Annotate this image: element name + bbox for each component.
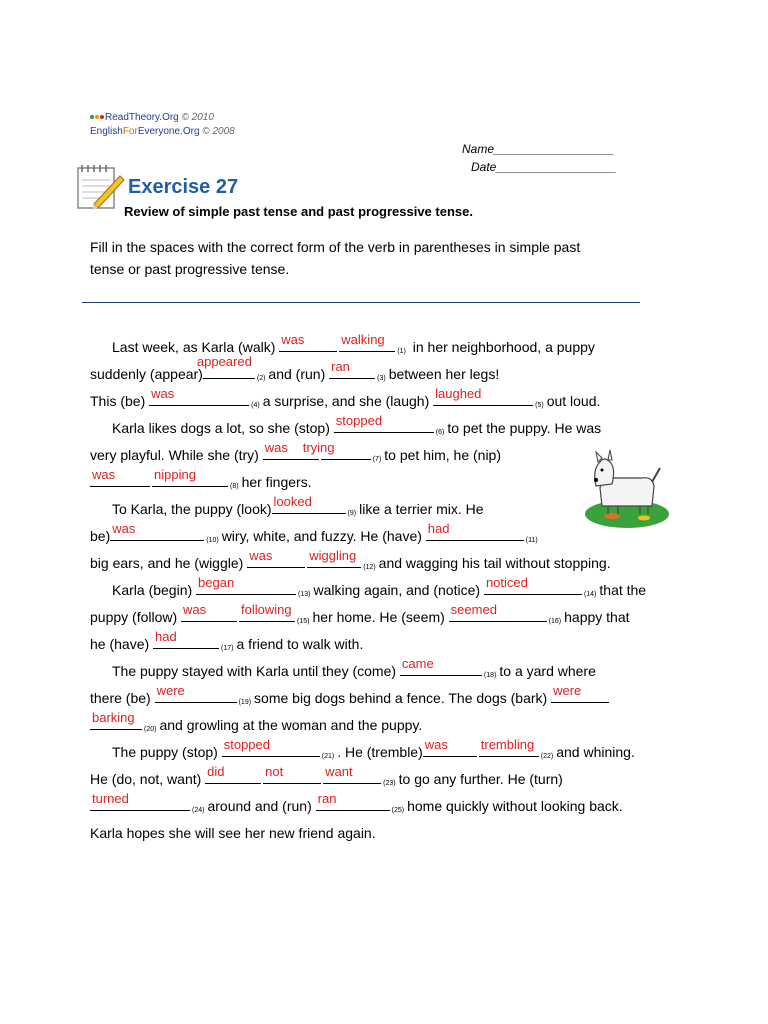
blank-8a[interactable]: was — [90, 472, 150, 487]
blank-11[interactable]: had — [426, 526, 524, 541]
blank-4[interactable]: was — [149, 391, 249, 406]
blank-2[interactable]: appeared — [203, 364, 255, 379]
blank-21[interactable]: stopped — [222, 742, 320, 757]
blank-12b[interactable]: wiggling — [307, 553, 361, 568]
blank-13[interactable]: began — [196, 580, 296, 595]
terrier-dog-illustration — [582, 448, 672, 537]
blank-22b[interactable]: trembling — [479, 742, 539, 757]
blank-25[interactable]: ran — [316, 796, 390, 811]
blank-18[interactable]: came — [400, 661, 482, 676]
blank-6[interactable]: stopped — [334, 418, 434, 433]
blank-14[interactable]: noticed — [484, 580, 582, 595]
blank-10[interactable]: was — [110, 526, 204, 541]
blank-20b[interactable]: barking — [90, 715, 142, 730]
blank-24[interactable]: turned — [90, 796, 190, 811]
blank-1a[interactable]: was — [279, 337, 337, 352]
notepad-pencil-icon — [74, 162, 126, 217]
story-line-13: The puppy stayed with Karla until they (come) came (18) to a yard where — [112, 656, 596, 679]
story-line-3: This (be) was (4) a surprise, and she (laugh) laughed (5) out loud. — [90, 386, 601, 409]
blank-7b[interactable]: trying — [321, 445, 371, 460]
readtheory-logo: ReadTheory.Org © 2010 — [90, 112, 214, 124]
blank-23a[interactable]: did — [205, 769, 261, 784]
story-line-15: barking (20) and growling at the woman and the puppy. — [92, 710, 423, 733]
name-field: Name__________________ — [462, 142, 615, 156]
story-line-5: very playful. While she (try) was trying (7) to pet him, he (nip) — [90, 440, 502, 463]
story-line-2: suddenly (appear) appeared (2) and (run) ran (3) between her legs! — [90, 354, 500, 382]
story-line-9: big ears, and he (wiggle) was wiggling (12) and wagging his tail without stopping. — [90, 548, 611, 571]
blank-15b[interactable]: following — [239, 607, 295, 622]
instructions: Fill in the spaces with the correct form of the verb in parentheses in simple past tense or past progressive tense. — [90, 239, 581, 277]
date-field: Date__________________ — [471, 160, 617, 174]
exercise-title: Exercise 27 — [128, 176, 239, 198]
story-line-11: puppy (follow) was following (15) her home. He (seem) seemed (16) happy that — [90, 602, 630, 625]
blank-19[interactable]: were — [155, 688, 237, 703]
blank-1b[interactable]: walking — [339, 337, 395, 352]
story-line-1: Last week, as Karla (walk) was walking (1) in her neighborhood, a puppy — [112, 332, 595, 355]
story-line-14: there (be) were (19) some big dogs behind a fence. The dogs (bark) were — [90, 685, 611, 715]
story-line-6: was nipping (8) her fingers. — [92, 467, 312, 490]
story-line-18: turned (24) around and (run) ran (25) home quickly without looking back. — [92, 791, 623, 814]
blank-22a[interactable]: was — [423, 742, 477, 757]
story-line-19: Karla hopes she will see her new friend again. — [90, 825, 376, 841]
blank-20a[interactable]: were — [551, 688, 609, 703]
story-line-16: The puppy (stop) stopped (21) . He (tremble) was trembling (22) and whining. — [112, 737, 635, 760]
blank-16[interactable]: seemed — [449, 607, 547, 622]
story-line-4: Karla likes dogs a lot, so she (stop) stopped (6) to pet the puppy. He was — [112, 413, 602, 436]
exercise-subtitle: Review of simple past tense and past progressive tense. — [124, 204, 473, 219]
blank-12a[interactable]: was — [247, 553, 305, 568]
divider — [82, 302, 640, 303]
story-line-17: He (do, not, want) did not want (23) to go any further. He (turn) — [90, 764, 563, 787]
story-line-8: be) was (10) wiry, white, and fuzzy. He (have) had (11) — [90, 521, 538, 544]
blank-23b[interactable]: not — [263, 769, 321, 784]
story-line-12: he (have) had (17) a friend to walk with. — [90, 629, 364, 652]
blank-5[interactable]: laughed — [433, 391, 533, 406]
blank-7a[interactable]: was — [263, 445, 319, 460]
blank-15a[interactable]: was — [181, 607, 237, 622]
englishforeveryone-logo: EnglishForEveryone.Org © 2008 — [90, 126, 235, 137]
story-line-7: To Karla, the puppy (look) looked (9) like a terrier mix. He — [112, 494, 484, 517]
blank-8b[interactable]: nipping — [152, 472, 228, 487]
blank-3[interactable]: ran — [329, 364, 375, 379]
blank-17[interactable]: had — [153, 634, 219, 649]
blank-9[interactable]: looked — [272, 499, 346, 514]
blank-23c[interactable]: want — [323, 769, 381, 784]
story-line-10: Karla (begin) began (13) walking again, and (notice) noticed (14) that the — [112, 575, 647, 598]
